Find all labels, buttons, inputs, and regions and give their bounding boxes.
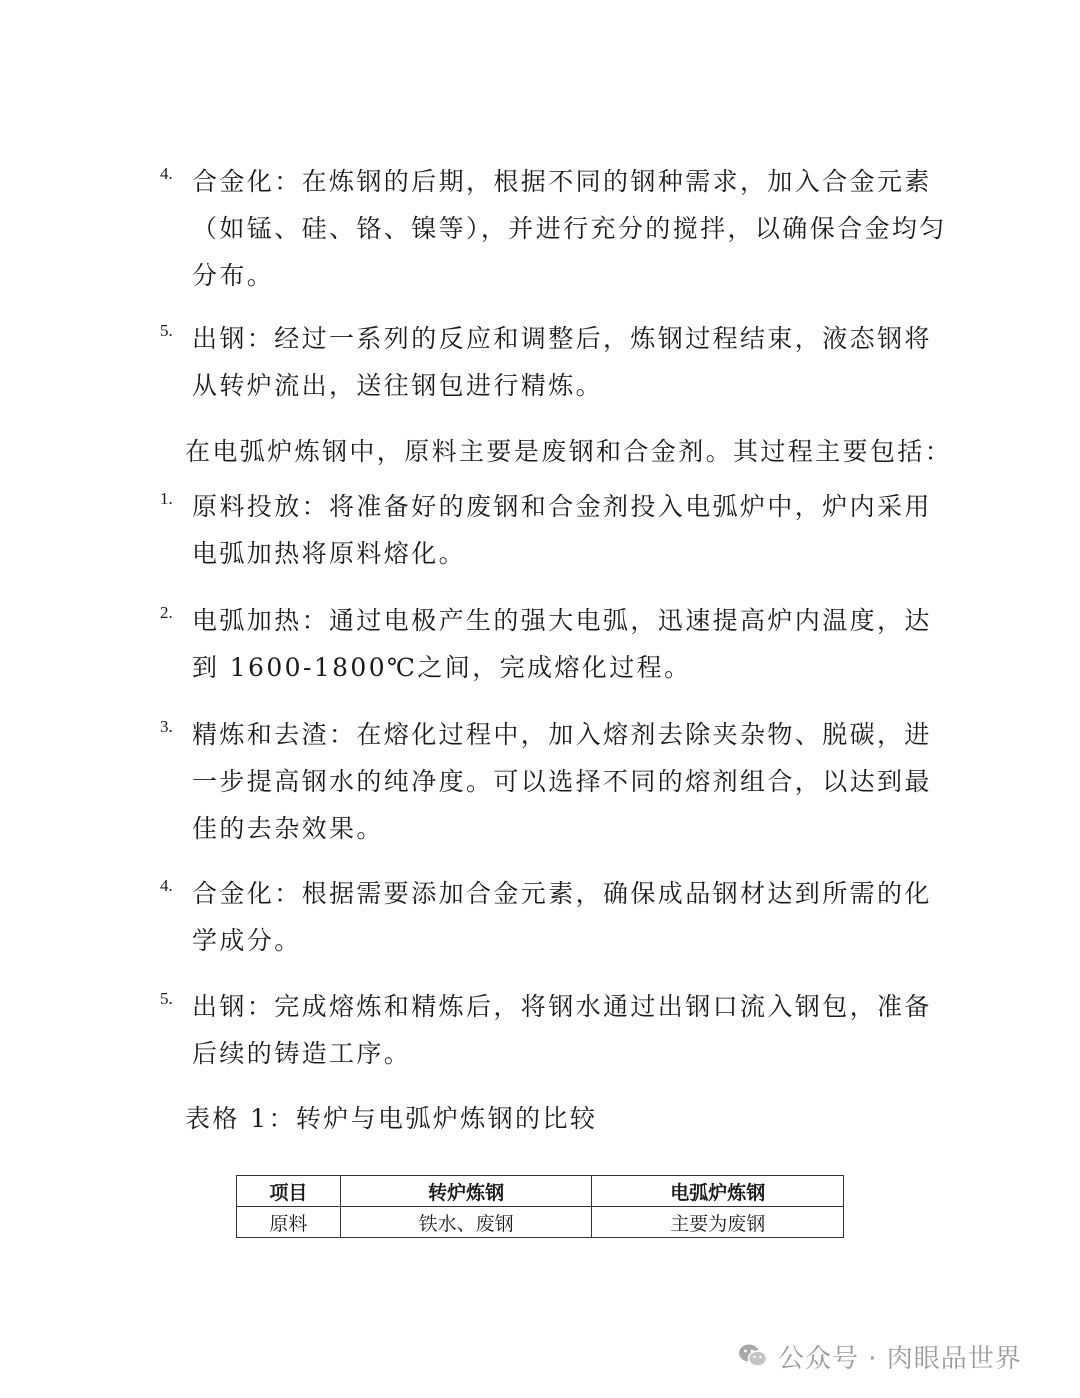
intro-paragraph: 在电弧炉炼钢中，原料主要是废钢和合金剂。其过程主要包括：	[185, 437, 953, 466]
comparison-table	[236, 1175, 844, 1238]
list-text: 精炼和去渣：在熔化过程中，加入熔剂去除夹杂物、脱碳，进一步提高钢水的纯净度。可以选择不同的熔剂组合，以达到最佳的去杂效果。	[192, 720, 932, 843]
wechat-watermark	[738, 1338, 1022, 1374]
table-cell: 铁水、废钢	[340, 1207, 592, 1238]
list-number: 1.	[160, 489, 173, 508]
list-text: 合金化：在炼钢的后期，根据不同的钢种需求，加入合金元素（如锰、硅、铬、镍等），并进行充分的搅拌，以确保合金均匀分布。	[192, 167, 947, 290]
list-number: 4.	[160, 876, 173, 895]
table-cell: 主要为废钢	[592, 1207, 844, 1238]
watermark-text: 公众号 · 肉眼品世界	[778, 1343, 1022, 1374]
list-number: 3.	[160, 717, 173, 736]
list-text: 原料投放：将准备好的废钢和合金剂投入电弧炉中，炉内采用电弧加热将原料熔化。	[192, 492, 932, 568]
list-number: 5.	[160, 321, 173, 340]
list-number: 2.	[160, 603, 173, 622]
table-header-row	[237, 1176, 844, 1207]
table-header: 项目	[237, 1176, 341, 1207]
list-text: 出钢：经过一系列的反应和调整后，炼钢过程结束，液态钢将从转炉流出，送往钢包进行精炼。	[192, 324, 932, 400]
table-cell: 原料	[237, 1207, 341, 1238]
list-text: 出钢：完成熔炼和精炼后，将钢水通过出钢口流入钢包，准备后续的铸造工序。	[192, 992, 932, 1068]
list-number: 4.	[160, 164, 173, 183]
table-header: 电弧炉炼钢	[592, 1176, 844, 1207]
table-header: 转炉炼钢	[340, 1176, 592, 1207]
table-row	[237, 1207, 844, 1238]
list-text: 电弧加热：通过电极产生的强大电弧，迅速提高炉内温度，达到 1600-1800℃之间，完成熔化过程。	[192, 606, 932, 682]
list-number: 5.	[160, 989, 173, 1008]
table-caption: 表格 1：转炉与电弧炉炼钢的比较	[185, 1104, 598, 1133]
list-text: 合金化：根据需要添加合金元素，确保成品钢材达到所需的化学成分。	[192, 879, 932, 955]
wechat-icon	[738, 1343, 768, 1369]
